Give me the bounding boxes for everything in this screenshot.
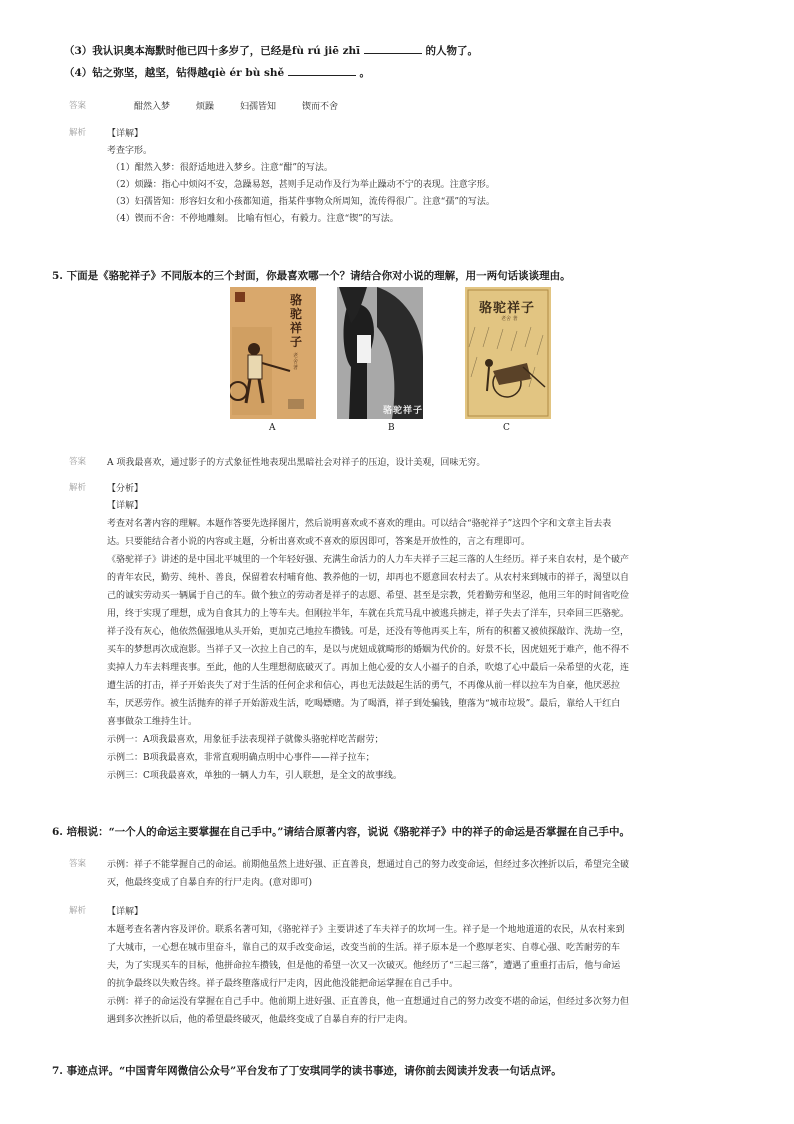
cover-a-title: 骆驼祥子 (290, 293, 303, 349)
analysis-line: （4）锲而不舍：不停地雕刻。 比喻有恒心，有毅力。注意“锲”的写法。 (111, 214, 399, 224)
cover-a-author: 老舍 著 (293, 353, 299, 371)
cover-a-label: A (269, 423, 276, 433)
analysis-line: 达。只要能结合者小说的内容或主题，分析出喜欢或不喜欢的原因即可，答案是开放性的，言之有理即可。 (107, 537, 531, 547)
analysis-tag: 解析 (69, 483, 87, 493)
analysis-line: 车，厌恶劳作。被生活抛弃的祥子开始游戏生活，吃喝嫖赌。为了喝酒，祥子到处骗钱，堕落为“城市垃圾”。最后，靠给人干红白 (107, 699, 621, 709)
cover-a[interactable] (230, 287, 316, 419)
analysis-line: 遭生活的打击，祥子开始丧失了对于生活的任何企求和信心，再也无法鼓起生活的勇气，不再像从前一样以拉车为自豪，他厌恶拉 (107, 681, 621, 691)
analysis-line: 己的诚实劳动买一辆属于自己的车。做个独立的劳动者是祥子的志愿、希望、甚至是宗教，凭着勤劳和坚忍，他用三年的时间省吃俭 (107, 591, 630, 601)
analysis-line: 用，终于实现了理想，成为自食其力的上等车夫。但刚拉半年，车就在兵荒马乱中被逃兵掳走，祥子失去了洋车，只牵回三匹骆驼。 (107, 609, 630, 619)
analysis-line: 买车的梦想再次成泡影。当祥子又一次拉上自己的车，是以与虎妞成就畸形的婚姻为代价的。好景不长，因虎妞死于难产，他不得不 (107, 645, 630, 655)
analysis-line: 的抗争最终以失败告终。祥子最终堕落成行尸走肉，因此他没能把命运掌握在自己手中。 (107, 979, 459, 989)
analysis-line: 遇到多次挫折以后，他的希望最终破灭，他最终变成了自暴自弃的行尸走肉。 (107, 1015, 414, 1025)
cover-b-illustration (337, 287, 423, 419)
analysis-line: 考查字形。 (107, 146, 153, 156)
cover-b[interactable] (337, 287, 423, 419)
analysis-line: 【分析】 (107, 484, 144, 494)
analysis-line: 示例：祥子的命运没有掌握在自己手中。他前期上进好强、正直善良，他一直想通过自己的努力改变不堪的命运，但经过多次努力但 (107, 997, 630, 1007)
analysis-line: 喜事做杂工维持生计。 (107, 717, 198, 727)
answer-blank[interactable] (364, 43, 422, 54)
analysis-line: （1）酣然入梦：很舒适地进入梦乡。注意“酣”的写法。 (111, 163, 333, 173)
analysis-line: 卖掉人力车去料理丧事。至此，他的人生理想彻底破灭了。再加上他心爱的女人小福子的自杀，吹熄了心中最后一朵希望的火花，连 (107, 663, 630, 673)
cover-b-title: 骆驼祥子 (383, 406, 423, 416)
question-5-title: 5. 下面是《骆驼祥子》不同版本的三个封面，你最喜欢哪一个？请结合你对小说的理解，用一两句话谈谈理由。 (52, 270, 571, 282)
answer-line: 示例：祥子不能掌握自己的命运。前期他虽然上进好强、正直善良，想通过自己的努力改变命运，但经过多次挫折以后，希望完全破 (107, 860, 630, 870)
question-line-4: （4）钻之弥坚，越坚，钻得越qiè ér bù shě 。 (64, 67, 371, 79)
cover-b-label: B (388, 423, 395, 433)
answer-tag: 答案 (69, 101, 87, 111)
analysis-tag: 解析 (69, 128, 87, 138)
analysis-line: 本题考查名著内容及评价。联系名著可知，《骆驼祥子》主要讲述了车夫祥子的坎坷一生。祥子是一个地地道道的农民，从农村来到 (107, 925, 625, 935)
answer-row: 酣然入梦 烦躁 妇孺皆知 锲而不舍 (134, 102, 339, 112)
analysis-line: 考查对名著内容的理解。本题作答要先选择图片，然后说明喜欢或不喜欢的理由。可以结合“骆驼祥子”这四个字和文章主旨去表 (107, 519, 612, 529)
analysis-line: 的青年农民，勤劳、纯朴、善良，保留着农村哺育他、教养他的一切，却再也不愿意回农村去了。从农村来到城市的祥子，渴望以自 (107, 573, 630, 583)
answer-tag: 答案 (69, 457, 87, 467)
cover-c[interactable] (465, 287, 551, 419)
analysis-line: 《骆驼祥子》讲述的是中国北平城里的一个年轻好强、充满生命活力的人力车夫祥子三起三落的人生经历。祥子来自农村，是个破产 (107, 555, 630, 565)
cover-c-title: 骆驼祥子 (479, 301, 536, 316)
analysis-line: （2）烦躁：指心中烦闷不安，急躁易怒，甚则手足动作及行为举止躁动不宁的表现。注意字形。 (111, 180, 495, 190)
cover-c-author: 老舍 著 (501, 316, 518, 322)
question-line-3: （3）我认识奥本海默时他已四十多岁了，已经是fù rú jiē zhī 的人物了。 (64, 45, 478, 57)
analysis-line: 【详解】 (107, 907, 144, 917)
analysis-line: 夫，为了实现买车的目标，他拼命拉车攒钱，但是他的希望一次又一次破灭。他经历了“三起三落”，遭遇了重重打击后，他与命运 (107, 961, 621, 971)
answer-text: A 项我最喜欢，通过影子的方式象征性地表现出黑暗社会对祥子的压迫，设计美观，回味无穷。 (107, 458, 486, 468)
analysis-line: 示例三：C项我最喜欢，单独的一辆人力车，引人联想，是全文的故事线。 (107, 771, 402, 781)
answer-tag: 答案 (69, 859, 87, 869)
analysis-line: 【详解】 (107, 501, 144, 511)
answer-line: 灭，他最终变成了自暴自弃的行尸走肉。(意对即可) (107, 878, 313, 888)
analysis-tag: 解析 (69, 906, 87, 916)
analysis-line: 【详解】 (107, 129, 144, 139)
analysis-line: 示例一：A项我最喜欢，用象征手法表现祥子就像头骆驼样吃苦耐劳； (107, 735, 384, 745)
question-6-title: 6. 培根说：“一个人的命运主要掌握在自己手中。”请结合原著内容，说说《骆驼祥子》中的祥子的命运是否掌握在自己手中。 (52, 826, 630, 838)
analysis-line: 示例二：B项我最喜欢，非常直观明确点明中心事件——祥子拉车； (107, 753, 375, 763)
analysis-line: 祥子没有灰心，他依然倔强地从头开始，更加克己地拉车攒钱。可是，还没有等他再买上车，所有的积蓄又被侦探敲诈、洗劫一空， (107, 627, 630, 637)
analysis-line: 了大城市，一心想在城市里奋斗，靠自己的双手改变命运，改变当前的生活。祥子原本是一个憨厚老实、自尊心强、吃苦耐劳的车 (107, 943, 621, 953)
answer-blank[interactable] (288, 65, 356, 76)
question-7-title: 7. 事迹点评。“中国青年网微信公众号”平台发布了丁安琪同学的读书事迹，请你前去阅读并发表一句话点评。 (52, 1065, 562, 1077)
cover-c-label: C (503, 423, 510, 433)
analysis-line: （3）妇孺皆知：形容妇女和小孩都知道，指某件事物众所周知，流传得很广。注意“孺”的写法。 (111, 197, 495, 207)
